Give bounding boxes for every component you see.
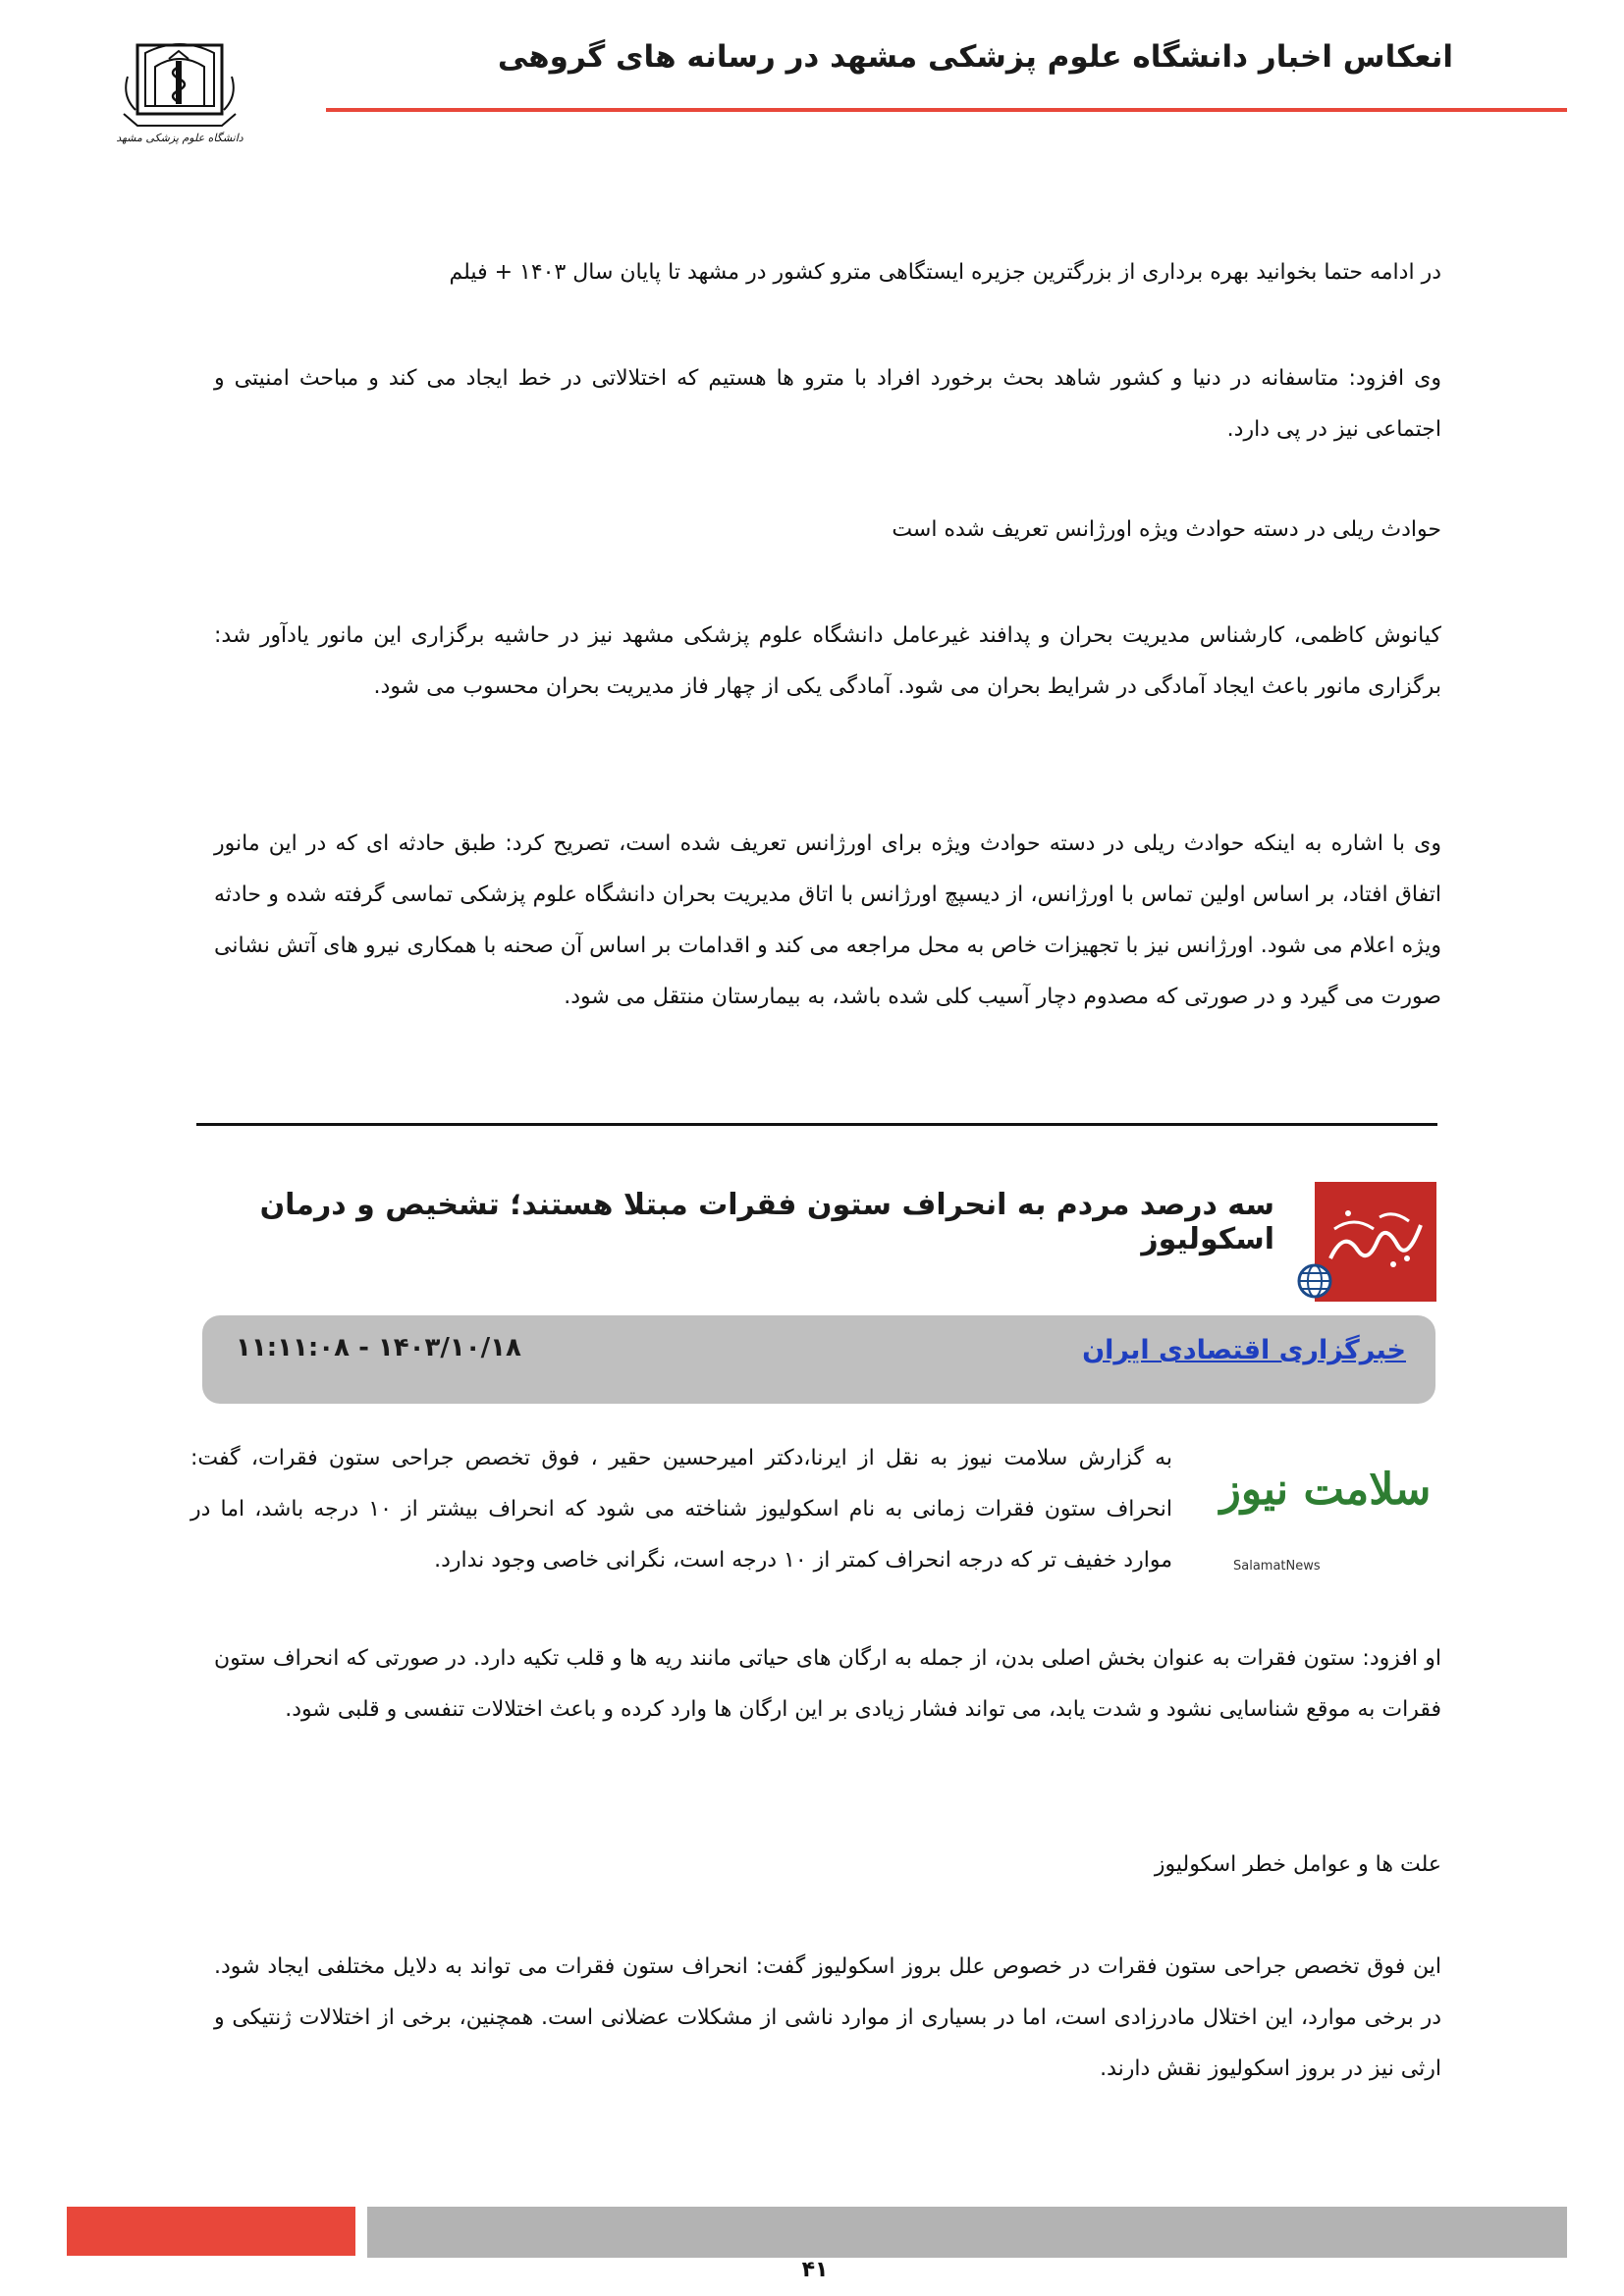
page-number: ۴۱	[801, 2258, 829, 2282]
salamat-logo-wordmark: سلامت نیوز	[1219, 1465, 1432, 1515]
article2-paragraph-1: به گزارش سلامت نیوز به نقل از ایرنا،دکتر امیرحسین حقیر ، فوق تخصص جراحی ستون فقرات، گفت: انحراف ستون فقرات زمانی به نام اسکولیوز شناخته می شود که انحراف بیشتر از ۱۰ درجه باشد، اما در موارد خفیف تر که درجه انحراف کمتر از ۱۰ درجه است، نگرانی خاصی وجود ندارد.	[190, 1446, 1172, 1573]
article1-subheading: حوادث ریلی در دسته حوادث ویژه اورژانس تعریف شده است	[892, 517, 1441, 542]
article2-paragraph-2: او افزود: ستون فقرات به عنوان بخش اصلی بدن، از جمله به ارگان های حیاتی مانند ریه ها و قلب تکیه دارد. در صورتی که انحراف ستون فقرات به موقع شناسایی نشود و شدت یابد، می تواند فشار زیادی بر این ارگان ها وارد کرده و باعث اختلالات تنفسی و قلبی شود.	[214, 1646, 1441, 1722]
article1-paragraph-1: در ادامه حتما بخوانید بهره برداری از بزرگترین جزیره ایستگاهی مترو کشور در مشهد تا پایان سال ۱۴۰۳ + فیلم	[449, 260, 1441, 285]
logo-caption: دانشگاه علوم پزشکی مشهد	[116, 132, 244, 144]
globe-icon	[1296, 1262, 1333, 1300]
article-title: سه درصد مردم به انحراف ستون فقرات مبتلا هستند؛ تشخیص و درمان اسکولیوز	[259, 1188, 1274, 1256]
article1-paragraph-4: وی با اشاره به اینکه حوادث ریلی در دسته حوادث ویژه برای اورژانس تعریف شده است، تصریح کرد: طبق حادثه ای که در این مانور اتفاق افتاد، بر اساس اولین تماس با اورژانس، از دیسپچ اورژانس با اتاق مدیریت بحران دانشگاه علوم پزشکی تماسی گرفته شده و حادثه ویژه اعلام می شود. اورژانس نیز با تجهیزات خاص به محل مراجعه می کند و اقدامات بر اساس آن صحنه با همکاری نیرو های آتش نشانی صورت می گیرد و در صورتی که مصدوم دچار آسیب کلی شده باشد، به بیمارستان منتقل می شود.	[214, 831, 1441, 1009]
footer-accent-bar	[67, 2207, 355, 2256]
header-rule	[326, 108, 1567, 112]
university-logo	[116, 37, 244, 163]
salamat-news-logo	[1216, 1437, 1435, 1594]
footer-bar	[367, 2207, 1567, 2258]
news-source-link[interactable]: خبرگزاری اقتصادی ایران	[1082, 1335, 1406, 1365]
article-datetime: ۱۴۰۳/۱۰/۱۸ - ۱۱:۱۱:۰۸	[236, 1333, 521, 1362]
article-divider	[196, 1123, 1437, 1126]
source-calligraphy-icon	[1325, 1200, 1427, 1278]
article2-subheading: علت ها و عوامل خطر اسکولیوز	[1154, 1852, 1441, 1877]
article1-paragraph-3: کیانوش کاظمی، کارشناس مدیریت بحران و پدافند غیرعامل دانشگاه علوم پزشکی مشهد نیز در حاشیه برگزاری این مانور یادآور شد: برگزاری مانور باعث ایجاد آمادگی در شرایط بحران می شود. آمادگی یکی از چهار فاز مدیریت بحران محسوب می شود.	[214, 623, 1441, 699]
page-title: انعکاس اخبار دانشگاه علوم پزشکی مشهد در رسانه های گروهی	[497, 39, 1453, 75]
article2-paragraph-3: این فوق تخصص جراحی ستون فقرات در خصوص علل بروز اسکولیوز گفت: انحراف ستون فقرات می تواند به دلایل مختلفی ایجاد شود. در برخی موارد، این اختلال مادرزادی است، اما در بسیاری از موارد ناشی از مشکلات عضلانی است. همچنین، برخی از اختلالات ژنتیکی و ارثی نیز در بروز اسکولیوز نقش دارند.	[214, 1954, 1441, 2081]
salamat-logo-latin: SalamatNews	[1233, 1559, 1321, 1574]
article1-paragraph-2: وی افزود: متاسفانه در دنیا و کشور شاهد بحث برخورد افراد با مترو ها هستیم که اختلالاتی در خط ایجاد می کند و مباحث امنیتی و اجتماعی نیز در پی دارد.	[214, 366, 1441, 442]
